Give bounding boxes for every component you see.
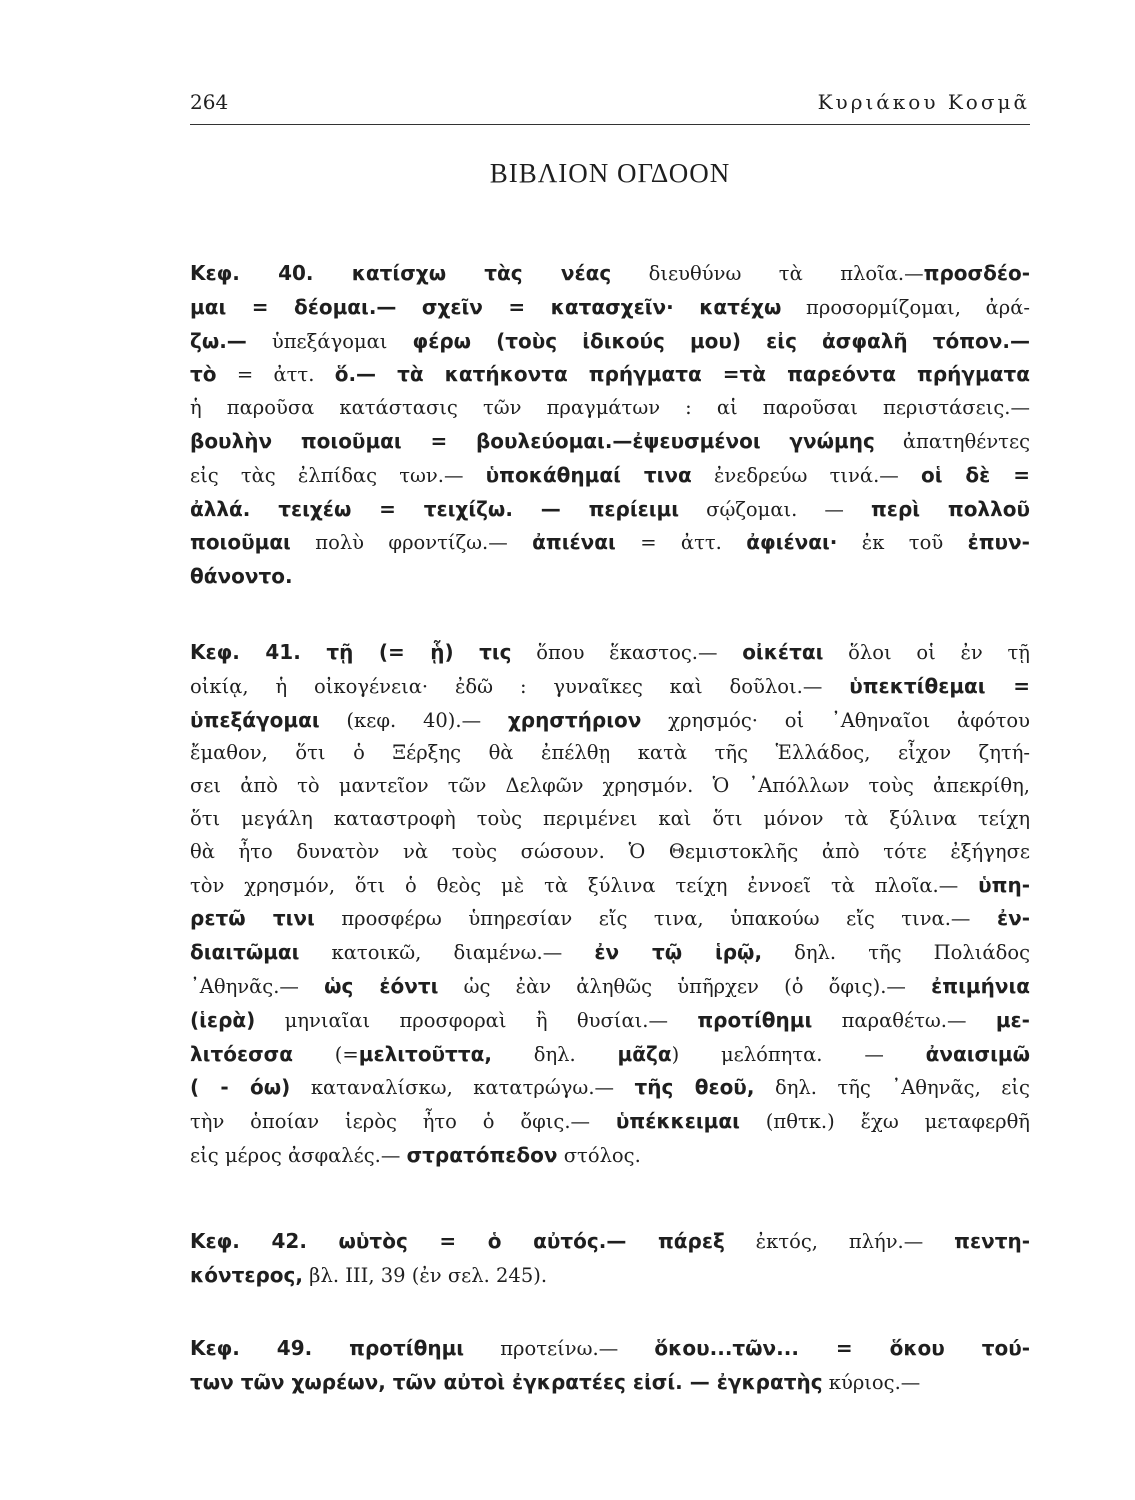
gloss-text: παραθέτω.— xyxy=(812,1008,996,1032)
header-rule xyxy=(190,124,1030,125)
gloss-text: πολὺ φροντίζω.— xyxy=(290,531,533,555)
gloss-text: εἰς τὰς ἐλπίδας των.— xyxy=(190,463,486,487)
gloss-text: θὰ ἦτο δυνατὸν νὰ τοὺς σώσουν. Ὁ Θεμιστοκλῆς ἀπὸ τότε ἐξήγησε xyxy=(190,839,1030,863)
gloss-text: οἰκίᾳ, ἡ οἰκογένεια· ἐδῶ : γυναῖκες καὶ δοῦλοι.— xyxy=(190,674,850,698)
page-number: 264 xyxy=(190,90,229,114)
headword: οἰκέται xyxy=(742,640,824,664)
text-line xyxy=(190,1225,1030,1259)
headword: ὑπεξάγομαι xyxy=(190,707,320,732)
text-line xyxy=(190,636,1030,670)
text-line xyxy=(190,670,1030,704)
text-line xyxy=(190,1038,1030,1072)
headword: ( - όω) xyxy=(190,1075,291,1100)
text-line xyxy=(190,1259,1030,1293)
headword: ἐν τῷ ἱρῷ, xyxy=(594,940,763,965)
gloss-text: ) μελόπητα. — xyxy=(671,1042,926,1066)
text-line xyxy=(190,803,1030,836)
headword: προτίθημι xyxy=(697,1007,813,1032)
text-line xyxy=(190,970,1030,1004)
gloss-text: = ἀττ. xyxy=(216,363,335,387)
headword: ρετῶ τινι xyxy=(190,906,315,931)
gloss-text: ἀπατηθέντες xyxy=(874,429,1030,453)
headword: τῆς θεοῦ, xyxy=(634,1075,755,1100)
text-line xyxy=(190,257,1030,291)
headword: περὶ πολλοῦ xyxy=(870,496,1030,521)
text-line xyxy=(190,1366,1030,1400)
gloss-text: δηλ. τῆς Πολιάδος xyxy=(762,941,1030,965)
gloss-text: ἐκ τοῦ xyxy=(837,531,968,555)
headword: ἀναισιμῶ xyxy=(925,1041,1030,1066)
headword: ἀφιέναι· xyxy=(746,530,838,555)
text-line xyxy=(190,493,1030,527)
gloss-text: ἐνεδρεύω τινά.— xyxy=(691,463,921,487)
gloss-text: καταναλίσκω, κατατρώγω.— xyxy=(290,1076,635,1100)
headword: ἐπιμήνια xyxy=(931,973,1030,998)
headword: ἀπιέναι xyxy=(532,530,616,555)
gloss-text: προσορμίζομαι, ἀρά- xyxy=(781,295,1030,319)
text-line xyxy=(190,526,1030,560)
headword: ὑπη- xyxy=(978,872,1030,897)
headword: μᾶζα xyxy=(617,1041,672,1066)
text-line xyxy=(190,936,1030,970)
gloss-text: βλ. ΙΙΙ, 39 (ἐν σελ. 245). xyxy=(302,1263,548,1287)
headword: λιτόεσσα xyxy=(190,1041,293,1066)
page-header xyxy=(190,90,1030,124)
text-line xyxy=(190,737,1030,770)
gloss-text: δηλ. τῆς ᾿Αθηνᾶς, εἰς xyxy=(754,1076,1030,1100)
text-line xyxy=(190,358,1030,392)
headword: διαιτῶμαι xyxy=(190,940,300,965)
gloss-text: προσφέρω ὑπηρεσίαν εἴς τινα, ὑπακούω εἴς τινα.— xyxy=(314,907,997,931)
text-line xyxy=(190,902,1030,936)
headword: των τῶν χωρέων, τῶν αὐτοὶ ἐγκρατέες εἰσί. — ἐγκρατὴς xyxy=(190,1369,823,1394)
text-line xyxy=(190,869,1030,903)
gloss-text: (πθτκ.) ἔχω μεταφερθῆ xyxy=(739,1110,1030,1134)
gloss-text: τὴν ὁποίαν ἱερὸς ἦτο ὁ ὄφις.— xyxy=(190,1110,616,1134)
headword: οἱ δὲ = xyxy=(920,462,1030,487)
headword: Κεφ. 40. κατίσχω τὰς νέας xyxy=(190,261,612,285)
gloss-text: κύριος.— xyxy=(822,1370,921,1394)
gloss-text: σῴζομαι. — xyxy=(679,497,871,521)
text-line xyxy=(190,392,1030,425)
text-line xyxy=(190,1332,1030,1366)
gloss-text: ὅτι μεγάλη καταστροφὴ τοὺς περιμένει καὶ ὅτι μόνον τὰ ξύλινα τείχη xyxy=(190,806,1030,830)
headword: ὑπεκτίθεμαι = xyxy=(849,673,1030,698)
headword: ὅκου...τῶν... = ὅκου τού- xyxy=(654,1336,1030,1360)
gloss-text: σει ἀπὸ τὸ μαντεῖον τῶν Δελφῶν χρησμόν. Ὁ ᾿Απόλλων τοὺς ἀπεκρίθη, xyxy=(190,774,1030,798)
gloss-text: ἔμαθον, ὅτι ὁ Ξέρξης θὰ ἐπέλθῃ κατὰ τῆς Ἑλλάδος, εἶχον ζητή- xyxy=(190,741,1030,765)
headword: ὅ.— τὰ κατήκοντα πρήγματα =τὰ παρεόντα πρήγματα xyxy=(334,362,1030,387)
gloss-text: ᾿Αθηνᾶς.— xyxy=(190,974,325,998)
text-line xyxy=(190,1004,1030,1038)
headword: ἀλλά. τειχέω = τειχίζω. — περίειμι xyxy=(190,496,680,521)
gloss-text: ἐκτός, πλήν.— xyxy=(724,1230,955,1253)
gloss-text: προτείνω.— xyxy=(464,1337,655,1360)
headword: Κεφ. 49. προτίθημι xyxy=(190,1336,465,1360)
headword: ὑπέκκειμαι xyxy=(615,1109,740,1134)
gloss-text: στόλος. xyxy=(557,1143,641,1167)
gloss-text: ὅλοι οἱ ἐν τῇ xyxy=(823,641,1030,664)
paragraph-chapter-40 xyxy=(190,257,1030,594)
paragraph-chapter-42 xyxy=(190,1225,1030,1293)
gloss-text: δηλ. xyxy=(491,1042,618,1066)
headword: θάνοντο. xyxy=(190,564,293,589)
headword: ὡς ἐόντι xyxy=(324,973,439,998)
text-line xyxy=(190,425,1030,459)
book-title: ΒΙΒΛΙΟΝ ΟΓΔΟΟΝ xyxy=(489,158,731,188)
text-line xyxy=(190,1105,1030,1139)
headword: κόντερος, xyxy=(190,1262,303,1287)
headword: (ἱερὰ) xyxy=(190,1007,256,1032)
headword: στρατόπεδον xyxy=(406,1142,558,1167)
gloss-text: κατοικῶ, διαμένω.— xyxy=(299,941,595,965)
headword: μελιτοῦττα, xyxy=(358,1041,492,1066)
text-line xyxy=(190,325,1030,359)
paragraph-chapter-41 xyxy=(190,636,1030,1173)
headword: Κεφ. 41. τῇ (= ᾗ) τις xyxy=(190,640,512,664)
gloss-text: = ἀττ. xyxy=(615,531,747,555)
headword: φέρω (τοὺς ἰδικούς μου) εἰς ἀσφαλῆ τόπον.— xyxy=(387,328,1030,353)
text-line xyxy=(190,836,1030,869)
gloss-text: ὅπου ἕκαστος.— xyxy=(511,641,743,664)
headword: βουλὴν ποιοῦμαι = βουλεύομαι.—ἐψευσμένοι γνώμης xyxy=(190,428,875,453)
text-line xyxy=(190,291,1030,325)
headword: ποιοῦμαι xyxy=(190,530,291,555)
headword: προσδέο- xyxy=(923,261,1030,285)
text-line xyxy=(190,704,1030,738)
gloss-text: (κεφ. 40).— xyxy=(319,708,508,732)
headword: χρηστήριον xyxy=(507,707,642,732)
headword: ζω.— xyxy=(190,328,272,353)
headword: ἐπυν- xyxy=(967,530,1030,555)
gloss-text: ὑπεξάγομαι xyxy=(271,329,388,353)
text-line xyxy=(190,770,1030,803)
gloss-text: μηνιαῖαι προσφοραὶ ἢ θυσίαι.— xyxy=(255,1008,698,1032)
gloss-text: τὸν χρησμόν, ὅτι ὁ θεὸς μὲ τὰ ξύλινα τείχη ἐννοεῖ τὰ πλοῖα.— xyxy=(190,873,979,897)
headword: μαι = δέομαι.— σχεῖν = κατασχεῖν· κατέχω xyxy=(190,294,782,319)
text-line xyxy=(190,1139,1030,1173)
headword: ὑποκάθημαί τινα xyxy=(485,462,692,487)
gloss-text: εἰς μέρος ἀσφαλές.— xyxy=(190,1143,407,1167)
text-line xyxy=(190,560,1030,594)
gloss-text: (= xyxy=(292,1042,359,1066)
gloss-text: ἡ παροῦσα κατάστασις τῶν πραγμάτων : αἱ παροῦσαι περιστάσεις.— xyxy=(190,396,1030,420)
gloss-text: ὡς ἐὰν ἀληθῶς ὑπῆρχεν (ὁ ὄφις).— xyxy=(438,974,932,998)
headword: ἐν- xyxy=(996,906,1030,931)
text-line xyxy=(190,459,1030,493)
headword: τὸ xyxy=(190,362,217,387)
headword: πεντη- xyxy=(954,1229,1030,1253)
running-head: Κυριάκου Κοσμᾶ xyxy=(817,90,1030,114)
paragraph-chapter-49 xyxy=(190,1332,1030,1400)
text-line xyxy=(190,1071,1030,1105)
headword: Κεφ. 42. ωὑτὸς = ὁ αὐτός.— πάρεξ xyxy=(190,1229,725,1253)
headword: με- xyxy=(995,1007,1030,1032)
gloss-text: χρησμός· οἱ ᾿Αθηναῖοι ἀφότου xyxy=(641,708,1030,732)
gloss-text: διευθύνω τὰ πλοῖα.— xyxy=(611,262,924,285)
